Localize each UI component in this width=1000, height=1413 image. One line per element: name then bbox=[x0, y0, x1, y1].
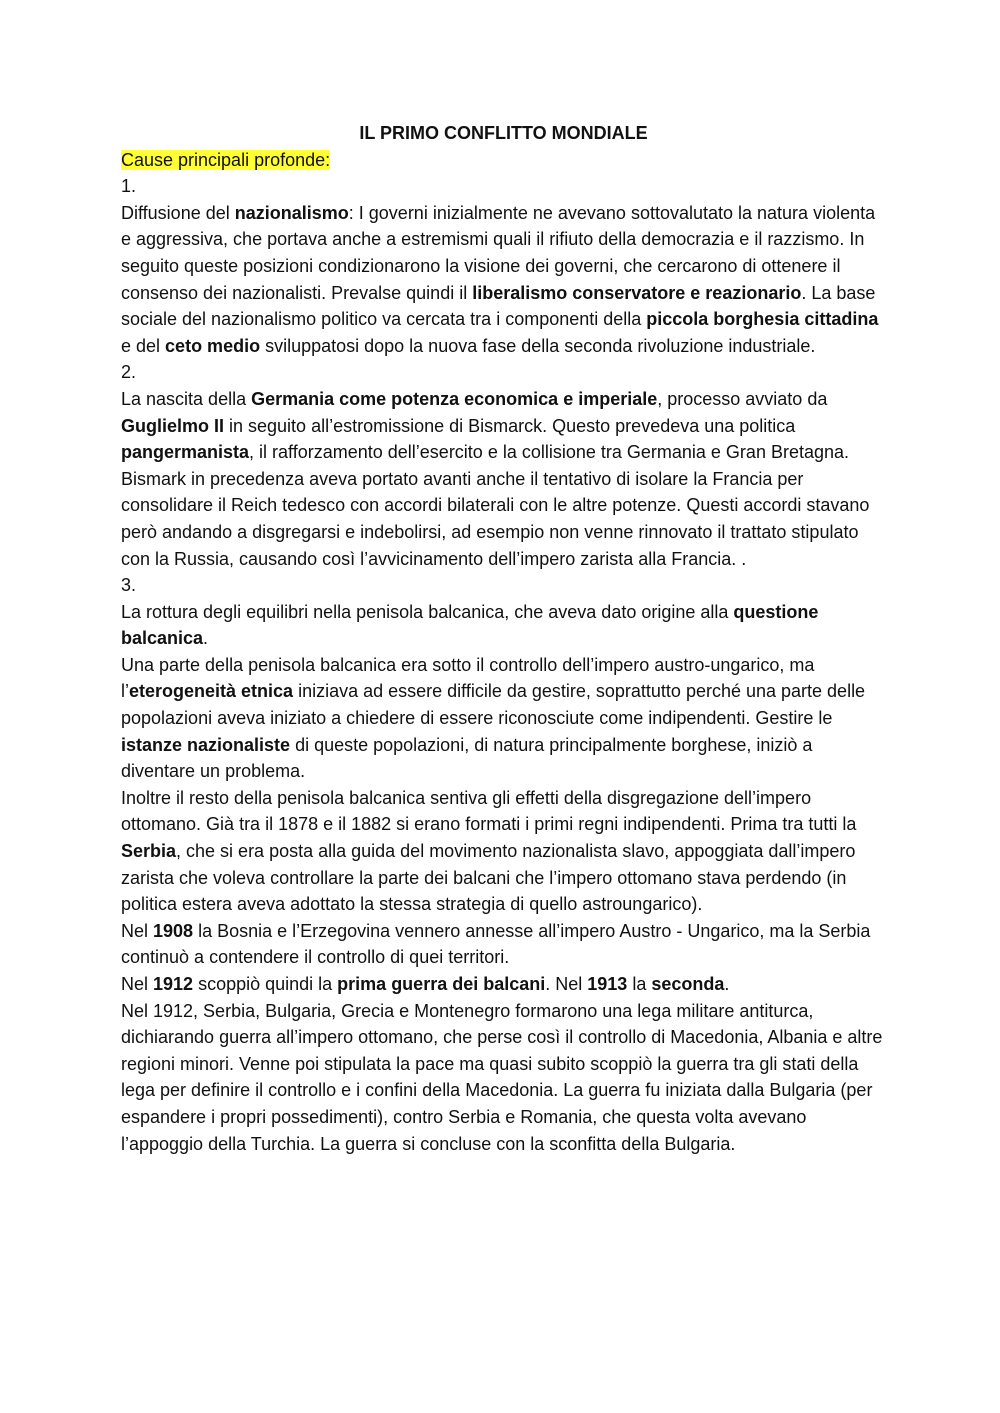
text-run: sviluppatosi dopo la nuova fase della seconda rivoluzione industriale. bbox=[260, 335, 816, 356]
bold-term: Germania come potenza economica e imperiale bbox=[251, 388, 658, 409]
bold-term: Serbia bbox=[121, 841, 177, 862]
text-run: di queste popolazioni, di natura principalmente borghese, iniziò a diventare un problema. bbox=[121, 734, 813, 782]
text-run: Nel bbox=[121, 920, 154, 941]
paragraph bbox=[121, 652, 886, 785]
text-run: Inoltre il resto della penisola balcanica sentiva gli effetti della disgregazione dell’impero ottomano. Già tra il 1878 e il 1882 si erano formati i primi regni indipendenti. Prima tra tutti la bbox=[121, 787, 857, 835]
text-run: Diffusione del bbox=[121, 202, 235, 223]
text-run: La rottura degli equilibri nella penisola balcanica, che aveva dato origine alla bbox=[121, 601, 734, 622]
text-run: La nascita della bbox=[121, 388, 252, 409]
paragraph bbox=[121, 200, 886, 360]
text-run: . Nel bbox=[545, 974, 588, 994]
section-number: 3. bbox=[121, 575, 137, 596]
bold-term: questione balcanica bbox=[121, 601, 819, 649]
bold-term: 1912 bbox=[153, 974, 194, 994]
document-title: IL PRIMO CONFLITTO MONDIALE bbox=[359, 123, 648, 143]
text-run: Nel 1912, Serbia, Bulgaria, Grecia e Montenegro formarono una lega militare antiturca, dichiarando guerra all’impero ottomano, che perse così il controllo di Macedonia, Albania e altre regioni minori. Venne poi stipulata la pace ma quasi subito scoppiò la guerra tra gli stati della lega per definire il controllo e i confini della Macedonia. La guerra fu iniziata dalla Bulgaria (per espandere i propri possedimenti), contro Serbia e Romania, che questa volta avevano l’appoggio della Turchia. La guerra si concluse con la sconfitta della Bulgaria. bbox=[121, 1000, 883, 1154]
section-number: 2. bbox=[121, 362, 137, 383]
highlighted-heading-text: Cause principali profonde: bbox=[121, 149, 331, 170]
bold-term: prima guerra dei balcani bbox=[337, 974, 546, 994]
section-number: 1. bbox=[121, 176, 137, 197]
bold-term: liberalismo conservatore e reazionario bbox=[472, 282, 802, 303]
text-run: la bbox=[627, 974, 652, 994]
document-body bbox=[121, 120, 886, 1157]
paragraph bbox=[121, 918, 886, 971]
bold-term: seconda bbox=[651, 974, 725, 994]
text-run: scoppiò quindi la bbox=[193, 974, 338, 994]
text-run: . bbox=[724, 974, 730, 994]
text-run: iniziava ad essere difficile da gestire, soprattutto perché una parte delle popolazioni aveva iniziato a chiedere di essere riconosciute come indipendenti. Gestire le bbox=[121, 681, 866, 729]
bold-term: eterogeneità etnica bbox=[129, 681, 294, 702]
text-run: , che si era posta alla guida del movimento nazionalista slavo, appoggiata dall’impero zarista che voleva controllare la parte dei balcani che l’impero ottomano stava perdendo (in politica estera aveva adottato la stessa strategia di quello astroungarico). bbox=[121, 841, 856, 915]
bold-term: ceto medio bbox=[165, 335, 261, 356]
text-run: in seguito all’estromissione di Bismarck. Questo prevedeva una politica bbox=[224, 415, 796, 436]
bold-term: piccola borghesia cittadina bbox=[646, 309, 879, 330]
text-run: e del bbox=[121, 335, 166, 356]
bold-term: istanze nazionaliste bbox=[121, 734, 291, 755]
bold-term: nazionalismo bbox=[234, 202, 349, 223]
paragraph bbox=[121, 386, 886, 572]
text-run: : I governi inizialmente ne avevano sottovalutato la natura violenta e aggressiva, che portava anche a estremismi quali il rifiuto della democrazia e il razzismo. In seguito queste posizioni condizionarono la visione dei governi, che cercarono di ottenere il consenso dei nazionalisti. Prevalse quindi il bbox=[121, 202, 876, 303]
bold-term: Guglielmo II bbox=[121, 415, 225, 436]
text-run: . La base sociale del nazionalismo politico va cercata tra i componenti della bbox=[121, 282, 876, 330]
paragraph bbox=[121, 971, 886, 998]
text-run: la Bosnia e l’Erzegovina vennero annesse all’impero Austro - Ungarico, ma la Serbia continuò a contendere il controllo di quei territori. bbox=[121, 920, 871, 968]
bold-term: 1908 bbox=[153, 920, 194, 941]
text-run: Nel bbox=[121, 974, 154, 994]
text-run: Una parte della penisola balcanica era sotto il controllo dell’impero austro-ungarico, ma l’ bbox=[121, 654, 815, 702]
text-run: , il rafforzamento dell’esercito e la collisione tra Germania e Gran Bretagna. Bismark in precedenza aveva portato avanti anche il tentativo di isolare la Francia per consolidare il Reich tedesco con accordi bilaterali con le altre potenze. Questi accordi stavano però andando a disgregarsi e indebolirsi, ad esempio non venne rinnovato il trattato stipulato con la Russia, causando così l’avvicinamento dell’impero zarista alla Francia. . bbox=[121, 442, 870, 569]
bold-term: pangermanista bbox=[121, 442, 250, 463]
text-run: . bbox=[203, 628, 209, 649]
paragraph bbox=[121, 599, 886, 652]
paragraph bbox=[121, 998, 886, 1158]
bold-term: 1913 bbox=[587, 974, 628, 994]
text-run: , processo avviato da bbox=[657, 388, 828, 409]
section-heading bbox=[121, 147, 886, 174]
paragraph bbox=[121, 785, 886, 918]
sections-container bbox=[121, 173, 886, 1157]
